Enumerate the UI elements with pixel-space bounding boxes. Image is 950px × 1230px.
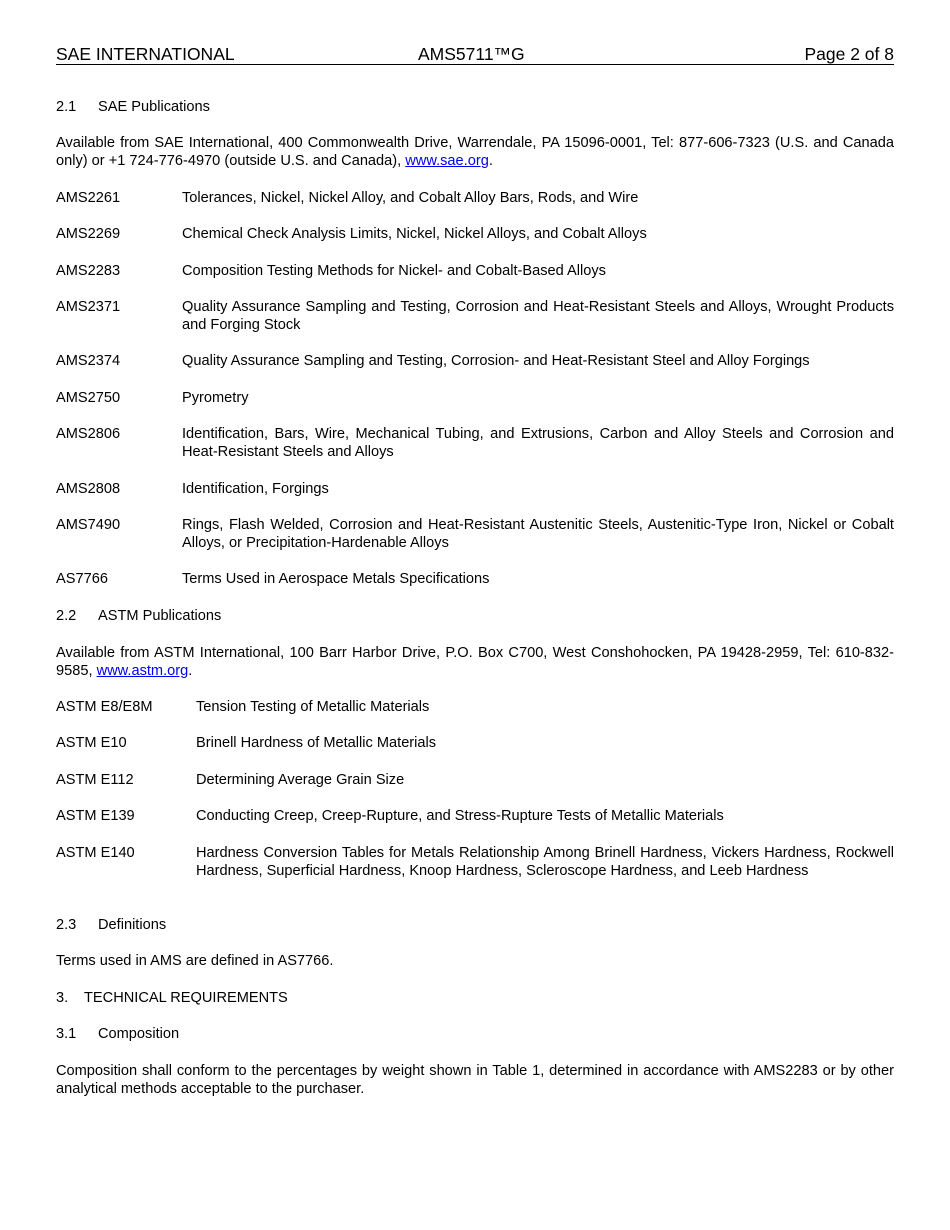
header-doc-id: AMS5711™G xyxy=(418,44,525,64)
reference-title: Hardness Conversion Tables for Metals Relationship Among Brinell Hardness, Vickers Hardness, Rockwell Hardness, Superficial Hardness, Knoop Hardness, Scleroscope Hardness, and Leeb Hardness xyxy=(196,845,894,879)
reference-code: AMS7490 xyxy=(56,517,121,533)
period: . xyxy=(188,663,193,679)
section-title: TECHNICAL REQUIREMENTS xyxy=(84,990,288,1006)
reference-title: Tolerances, Nickel, Nickel Alloy, and Cobalt Alloy Bars, Rods, and Wire xyxy=(182,190,639,206)
section-title: Composition xyxy=(98,1026,180,1042)
reference-code: ASTM E139 xyxy=(56,808,135,824)
reference-code: AMS2283 xyxy=(56,263,121,279)
period: . xyxy=(488,153,493,169)
availability-text: Available from SAE International, 400 Commonwealth Drive, Warrendale, PA 15096-0001, Tel: 877-606-7323 (U.S. and Canada only) or +1 724-776-4970 (outside U.S. and Canada), xyxy=(56,135,894,169)
reference-code: ASTM E112 xyxy=(56,772,134,788)
reference-title: Tension Testing of Metallic Materials xyxy=(196,699,430,715)
section-title: ASTM Publications xyxy=(98,608,222,624)
section-number: 3.1 xyxy=(56,1026,77,1042)
reference-code: AMS2374 xyxy=(56,353,121,369)
reference-code: AMS2808 xyxy=(56,481,121,497)
reference-title: Determining Average Grain Size xyxy=(196,772,405,788)
section-title: Definitions xyxy=(98,917,167,933)
header-page-number: Page 2 of 8 xyxy=(804,44,894,64)
section-number: 2.2 xyxy=(56,608,77,624)
reference-title: Composition Testing Methods for Nickel- and Cobalt-Based Alloys xyxy=(182,263,606,279)
section-2-3-heading xyxy=(56,916,166,934)
reference-code: AMS2371 xyxy=(56,299,121,315)
reference-title: Rings, Flash Welded, Corrosion and Heat-Resistant Austenitic Steels, Austenitic-Type Iron, Nickel or Cobalt Alloys, or Precipitation-Hardenable Alloys xyxy=(182,517,894,551)
reference-code: AS7766 xyxy=(56,571,108,587)
composition-text: Composition shall conform to the percentages by weight shown in Table 1, determined in accordance with AMS2283 or by other analytical methods acceptable to the purchaser. xyxy=(56,1063,894,1097)
reference-title: Terms Used in Aerospace Metals Specifications xyxy=(182,571,490,587)
section-3-1-heading xyxy=(56,1025,179,1043)
reference-title: Conducting Creep, Creep-Rupture, and Stress-Rupture Tests of Metallic Materials xyxy=(196,808,724,824)
header-org: SAE INTERNATIONAL xyxy=(56,44,235,64)
reference-code: ASTM E8/E8M xyxy=(56,699,153,715)
reference-title: Identification, Forgings xyxy=(182,481,329,497)
astm-website-link[interactable]: www.astm.org xyxy=(96,663,189,679)
section-number: 2.3 xyxy=(56,917,77,933)
reference-title: Identification, Bars, Wire, Mechanical Tubing, and Extrusions, Carbon and Alloy Steels and Corrosion and Heat-Resistant Steels and Alloys xyxy=(182,426,894,460)
reference-code: ASTM E10 xyxy=(56,735,127,751)
section-3-heading xyxy=(56,989,288,1007)
section-number: 2.1 xyxy=(56,99,77,115)
page-header xyxy=(56,44,894,65)
reference-title: Pyrometry xyxy=(182,390,249,406)
section-number: 3. xyxy=(56,990,69,1006)
sae-availability xyxy=(56,134,894,170)
availability-text: Available from ASTM International, 100 Barr Harbor Drive, P.O. Box C700, West Conshohocken, PA 19428-2959, Tel: 610-832-9585, xyxy=(56,645,894,679)
reference-code: AMS2750 xyxy=(56,390,121,406)
definitions-text: Terms used in AMS are defined in AS7766. xyxy=(56,953,334,969)
reference-title: Chemical Check Analysis Limits, Nickel, Nickel Alloys, and Cobalt Alloys xyxy=(182,226,647,242)
section-2-2-heading xyxy=(56,607,221,625)
reference-title: Quality Assurance Sampling and Testing, Corrosion and Heat-Resistant Steels and Alloys, Wrought Products and Forging Stock xyxy=(182,299,894,333)
reference-code: AMS2261 xyxy=(56,190,121,206)
reference-title: Brinell Hardness of Metallic Materials xyxy=(196,735,437,751)
sae-website-link[interactable]: www.sae.org xyxy=(405,153,489,169)
astm-availability xyxy=(56,644,894,680)
section-title: SAE Publications xyxy=(98,99,210,115)
reference-code: AMS2269 xyxy=(56,226,121,242)
reference-title: Quality Assurance Sampling and Testing, Corrosion- and Heat-Resistant Steel and Alloy Forgings xyxy=(182,353,810,369)
reference-code: AMS2806 xyxy=(56,426,121,442)
reference-code: ASTM E140 xyxy=(56,845,135,861)
section-2-1-heading xyxy=(56,98,210,116)
